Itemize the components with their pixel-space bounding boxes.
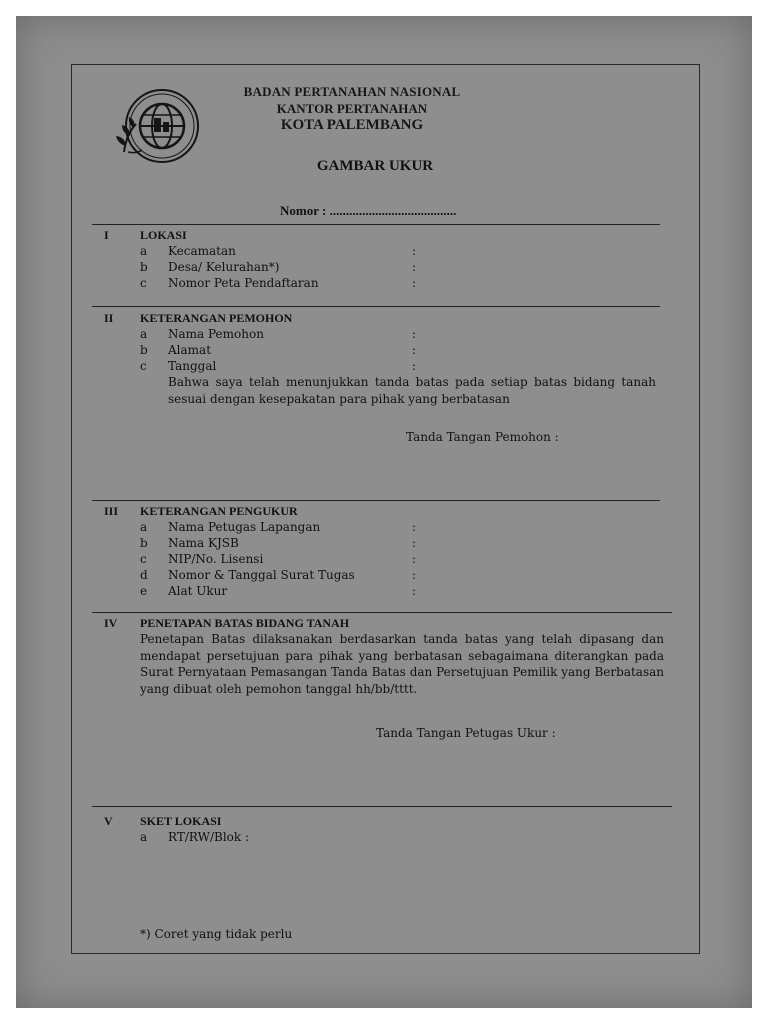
boundary-paragraph: Penetapan Batas dilaksanakan berdasarkan tanda batas yang telah dipasang dan mendapat persetujuan para pihak yang berbatasan sebagaimana diterangkan pada Surat Pernyataan Pemasangan Tanda Batas dan Persetujuan Pemilik yang Berbatasan yang dibuat oleh pemohon tanggal hh/bb/tttt. xyxy=(140,632,664,696)
divider-1 xyxy=(92,224,660,225)
field-label-tanggal: Tanggal xyxy=(168,359,217,373)
item-letter: a xyxy=(140,327,148,341)
section-1-number: I xyxy=(104,228,109,242)
field-label-petugas: Nama Petugas Lapangan xyxy=(168,520,321,534)
agency-name: BADAN PERTANAHAN NASIONAL xyxy=(243,84,461,99)
field-label-rt-rw-blok: RT/RW/Blok : xyxy=(168,830,250,844)
applicant-signature-label: Tanda Tangan Pemohon : xyxy=(406,430,559,444)
field-label-surat-tugas: Nomor & Tanggal Surat Tugas xyxy=(168,568,355,582)
field-colon: : xyxy=(412,244,417,258)
field-colon: : xyxy=(412,520,417,534)
field-colon: : xyxy=(412,552,417,566)
section-4-title: PENETAPAN BATAS BIDANG TANAH xyxy=(140,616,350,630)
section-1-title: LOKASI xyxy=(140,228,187,242)
item-letter: c xyxy=(140,552,147,566)
field-colon: : xyxy=(412,536,417,550)
item-letter: a xyxy=(140,830,148,844)
item-letter: c xyxy=(140,359,147,373)
field-label-nip: NIP/No. Lisensi xyxy=(168,552,264,566)
item-letter: a xyxy=(140,244,148,258)
field-label-nomor-peta: Nomor Peta Pendaftaran xyxy=(168,276,319,290)
divider-2 xyxy=(92,306,660,307)
item-letter: e xyxy=(140,584,148,598)
item-letter: b xyxy=(140,260,148,274)
document-number: Nomor : ....................................... xyxy=(280,203,457,218)
section-3-title: KETERANGAN PENGUKUR xyxy=(140,504,298,518)
surveyor-signature-label: Tanda Tangan Petugas Ukur : xyxy=(376,726,556,740)
field-colon: : xyxy=(412,359,417,373)
divider-3 xyxy=(92,500,660,501)
item-letter: b xyxy=(140,536,148,550)
applicant-statement: Bahwa saya telah menunjukkan tanda batas pada setiap batas bidang tanah sesuai dengan kesepakatan para pihak yang berbatasan xyxy=(168,375,656,406)
item-letter: c xyxy=(140,276,147,290)
office-name: KANTOR PERTANAHAN xyxy=(276,101,428,116)
item-letter: d xyxy=(140,568,148,582)
field-colon: : xyxy=(412,343,417,357)
section-5-number: V xyxy=(104,814,113,828)
section-5-title: SKET LOKASI xyxy=(140,814,222,828)
divider-4 xyxy=(92,612,672,613)
field-label-kecamatan: Kecamatan xyxy=(168,244,236,258)
bpn-globe-emblem-icon xyxy=(112,82,204,174)
item-letter: a xyxy=(140,520,148,534)
item-letter: b xyxy=(140,343,148,357)
field-label-desa: Desa/ Kelurahan*) xyxy=(168,260,280,274)
section-2-number: II xyxy=(104,311,114,325)
field-label-alat-ukur: Alat Ukur xyxy=(168,584,228,598)
field-colon: : xyxy=(412,568,417,582)
section-2-title: KETERANGAN PEMOHON xyxy=(140,311,293,325)
section-4-number: IV xyxy=(104,616,118,630)
field-label-nama-pemohon: Nama Pemohon xyxy=(168,327,264,341)
footnote: *) Coret yang tidak perlu xyxy=(140,927,293,941)
section-3-number: III xyxy=(104,504,119,518)
field-colon: : xyxy=(412,260,417,274)
divider-5 xyxy=(92,806,672,807)
city-name: KOTA PALEMBANG xyxy=(280,117,424,133)
field-label-kjsb: Nama KJSB xyxy=(168,536,239,550)
field-colon: : xyxy=(412,584,417,598)
document-title: GAMBAR UKUR xyxy=(316,158,434,174)
field-colon: : xyxy=(412,327,417,341)
field-colon: : xyxy=(412,276,417,290)
field-label-alamat: Alamat xyxy=(168,343,212,357)
